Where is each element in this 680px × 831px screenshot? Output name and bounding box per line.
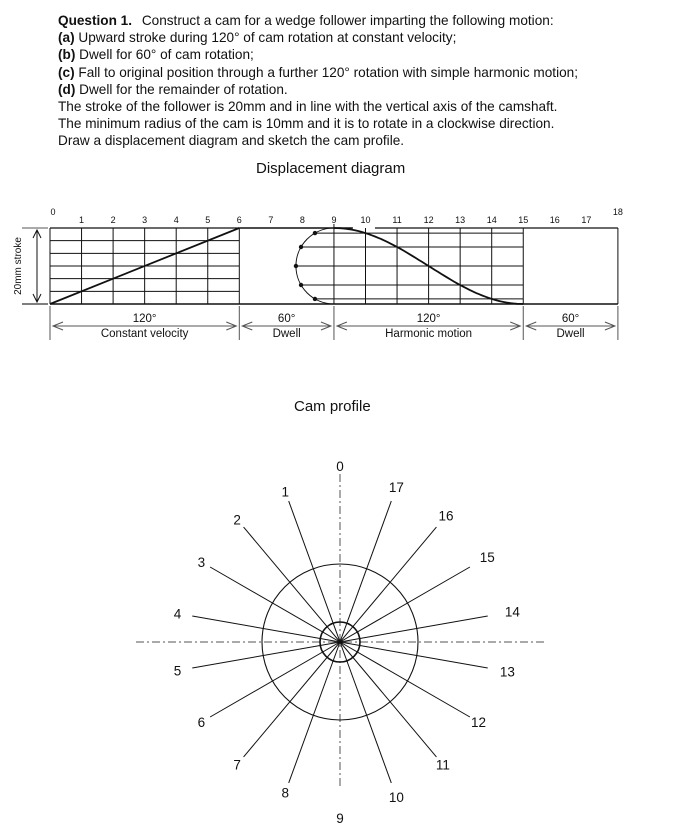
tick-label-6: 6: [236, 215, 242, 225]
radial-label-12: 12: [471, 715, 487, 730]
radial-label-14: 14: [504, 604, 520, 620]
cam-profile-diagram: [136, 459, 545, 826]
radial-label-5: 5: [173, 663, 182, 679]
construction-point: [299, 283, 303, 287]
radial-label-8: 8: [281, 785, 290, 801]
part-text: Fall to original position through a further 120° rotation with simple harmonic motion;: [78, 64, 579, 80]
segment-label: Constant velocity: [100, 328, 189, 340]
radial-line-7: [244, 642, 340, 757]
segment-label: Dwell: [556, 328, 585, 340]
part-tag: (a): [58, 30, 75, 46]
radial-label-4: 4: [173, 606, 182, 622]
radial-label-13: 13: [499, 664, 515, 680]
tick-label-9: 9: [331, 215, 337, 225]
construction-point: [299, 245, 303, 249]
tick-label-14: 14: [486, 215, 497, 225]
radial-label-1: 1: [281, 484, 290, 500]
radial-label-3: 3: [197, 555, 206, 570]
radial-line-10: [340, 642, 391, 783]
note-radius: The minimum radius of the cam is 10mm and it is to rotate in a clockwise direction.: [58, 116, 555, 132]
tick-label-17: 17: [581, 215, 592, 225]
construction-point: [313, 231, 317, 235]
construction-point: [313, 297, 317, 301]
segment-angle: 120°: [416, 313, 441, 325]
displacement-diagram: [13, 207, 623, 340]
radial-label-7: 7: [233, 757, 241, 773]
radial-label-2: 2: [233, 512, 241, 528]
segment-label: Harmonic motion: [385, 328, 473, 340]
radial-label-0: 0: [336, 459, 344, 474]
tick-label-7: 7: [268, 215, 274, 225]
tick-label-4: 4: [173, 215, 179, 225]
segment-angle: 60°: [561, 313, 580, 325]
radial-label-9: 9: [336, 811, 344, 826]
radial-line-2: [244, 527, 340, 642]
radial-line-17: [340, 501, 391, 642]
question-number: Question 1.: [58, 13, 133, 28]
displacement-diagram-title: Displacement diagram: [256, 160, 406, 177]
tick-label-8: 8: [299, 215, 305, 225]
tick-label-0: 0: [50, 207, 56, 217]
tick-label-2: 2: [110, 215, 116, 225]
radial-label-11: 11: [435, 757, 450, 773]
part-text: Dwell for 60° of cam rotation;: [79, 47, 254, 63]
part-tag: (b): [58, 47, 76, 63]
radial-line-16: [340, 527, 436, 642]
tick-label-15: 15: [518, 215, 529, 225]
part-text: Dwell for the remainder of rotation.: [79, 81, 288, 97]
cam-profile-title: Cam profile: [294, 398, 371, 415]
radial-line-8: [289, 642, 340, 783]
part-text: Upward stroke during 120° of cam rotation at constant velocity;: [78, 30, 457, 46]
tick-label-1: 1: [79, 215, 85, 225]
construction-point: [294, 264, 298, 268]
radial-label-6: 6: [197, 715, 206, 730]
note-instruction: Draw a displacement diagram and sketch the cam profile.: [58, 133, 405, 149]
radial-label-17: 17: [388, 479, 404, 495]
segment-angle: 120°: [132, 313, 157, 325]
note-stroke: The stroke of the follower is 20mm and in line with the vertical axis of the camshaft.: [58, 99, 558, 115]
radial-label-10: 10: [388, 790, 404, 806]
tick-label-18: 18: [612, 207, 623, 217]
intro-text: Construct a cam for a wedge follower imparting the following motion:: [141, 13, 554, 28]
radial-label-16: 16: [438, 508, 454, 524]
tick-label-10: 10: [360, 215, 371, 225]
part-tag: (d): [58, 81, 76, 97]
tick-label-11: 11: [392, 215, 402, 225]
stroke-label: 20mm stroke: [13, 237, 24, 295]
tick-label-12: 12: [423, 215, 434, 225]
segment-angle: 60°: [277, 313, 296, 325]
tick-label-13: 13: [455, 215, 466, 225]
part-tag: (c): [58, 64, 75, 80]
radial-line-11: [340, 642, 436, 757]
radial-line-1: [289, 501, 340, 642]
radial-label-15: 15: [479, 550, 495, 565]
tick-label-3: 3: [142, 215, 148, 225]
tick-label-5: 5: [205, 215, 211, 225]
tick-label-16: 16: [549, 215, 560, 225]
segment-label: Dwell: [272, 328, 301, 340]
